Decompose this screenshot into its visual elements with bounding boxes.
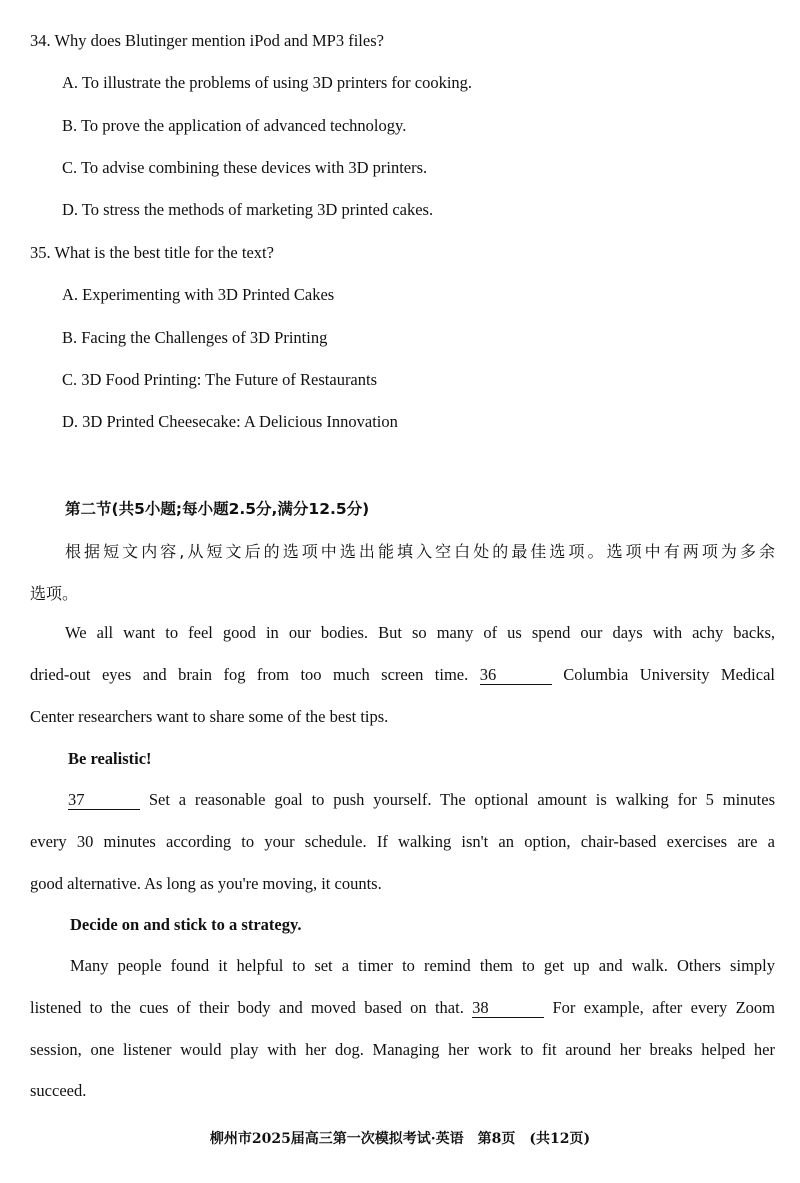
passage-p1-line1: We all want to feel good in our bodies. But so many of us spend our days with achy backs, [65,623,775,642]
passage-p1-line2-text: dried-out eyes and brain fog from too much screen time. [30,665,469,684]
question-35-stem: 35. What is the best title for the text? [30,243,274,262]
question-34-option-b: B. To prove the application of advanced technology. [62,116,407,135]
blank-37: 37 [68,791,140,810]
section-instruction-line1: 根据短文内容,从短文后的选项中选出能填入空白处的最佳选项。选项中有两项为多余 [65,542,775,561]
passage-p2-line1-text: Set a reasonable goal to push yourself. The optional amount is walking for 5 minutes [148,790,775,809]
passage-p2-line3: good alternative. As long as you're moving, it counts. [30,874,382,893]
blank-38: 38 [472,999,544,1018]
subheading-decide-strategy: Decide on and stick to a strategy. [70,915,302,934]
question-34-stem: 34. Why does Blutinger mention iPod and MP3 files? [30,31,384,50]
question-34-option-d: D. To stress the methods of marketing 3D printed cakes. [62,200,434,219]
passage-p3-line3: session, one listener would play with her dog. Managing her work to fit around her breaks helped her [30,1040,775,1059]
passage-p1-line2 [30,665,775,685]
page-footer: 柳州市2025届高三第一次模拟考试·英语 第8页 (共12页) [209,1131,591,1147]
question-35-option-a: A. Experimenting with 3D Printed Cakes [62,285,335,304]
passage-p2-line1 [68,790,775,810]
passage-p3-line1: Many people found it helpful to set a timer to remind them to get up and walk. Others simply [70,956,775,975]
subheading-be-realistic: Be realistic! [68,749,152,768]
passage-p3-line2-tail: For example, after every Zoom [552,998,776,1017]
passage-p1-line2-tail: Columbia University Medical [563,665,775,684]
passage-p3-line2-text: listened to the cues of their body and moved based on that. [30,998,464,1017]
question-34-option-a: A. To illustrate the problems of using 3D printers for cooking. [62,73,473,92]
section-title: 第二节(共5小题;每小题2.5分,满分12.5分) [65,500,370,518]
passage-p3-line2 [30,998,775,1018]
passage-p2-line2: every 30 minutes according to your schedule. If walking isn't an option, chair-based exercises are a [30,832,775,851]
question-35-option-d: D. 3D Printed Cheesecake: A Delicious Innovation [62,412,398,431]
passage-p3-line4: succeed. [30,1081,87,1100]
blank-36: 36 [480,666,552,685]
question-35-option-c: C. 3D Food Printing: The Future of Restaurants [62,370,378,389]
question-35-option-b: B. Facing the Challenges of 3D Printing [62,328,328,347]
passage-p1-line3: Center researchers want to share some of the best tips. [30,707,389,726]
section-instruction-line2: 选项。 [30,584,79,603]
question-34-option-c: C. To advise combining these devices with 3D printers. [62,158,428,177]
